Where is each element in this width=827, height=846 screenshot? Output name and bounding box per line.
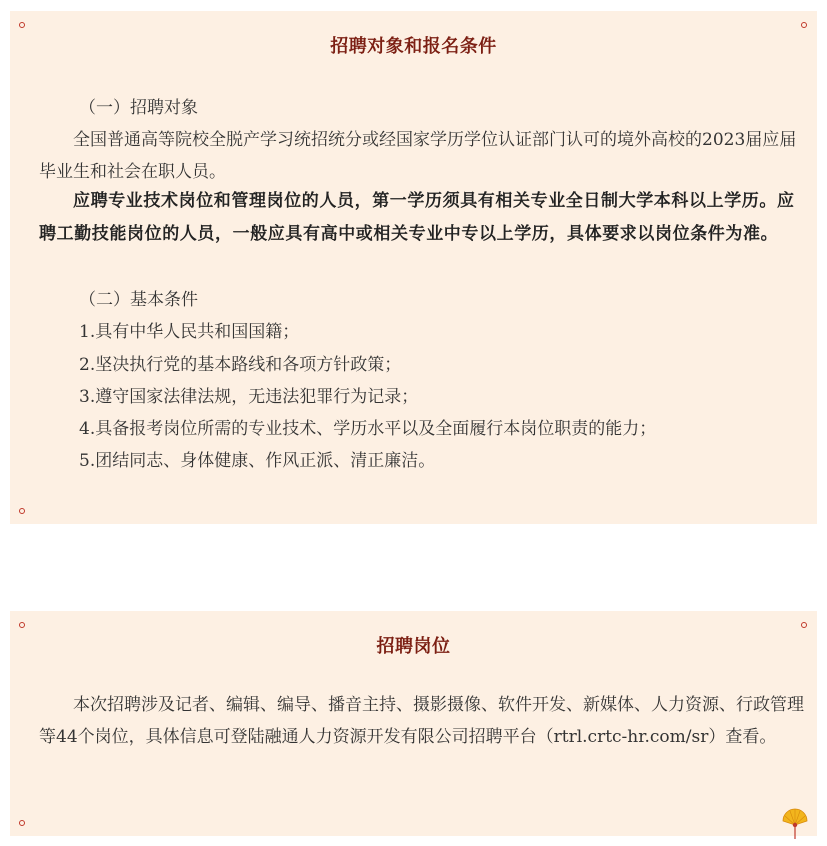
condition-item: 4.具备报考岗位所需的专业技术、学历水平以及全面履行本岗位职责的能力； (79, 419, 657, 439)
condition-item: 2.坚决执行党的基本路线和各项方针政策； (79, 355, 402, 375)
section-title: 招聘岗位 (376, 636, 451, 657)
corner-dot-icon (801, 22, 807, 28)
section-card-conditions (10, 11, 817, 524)
subsection-heading-basic: （二）基本条件 (79, 290, 198, 310)
corner-dot-icon (19, 22, 25, 28)
condition-item: 1.具有中华人民共和国国籍； (79, 322, 300, 342)
condition-item: 5.团结同志、身体健康、作风正派、清正廉洁。 (79, 451, 436, 471)
subsection-heading-target: （一）招聘对象 (79, 98, 198, 118)
paragraph-education-requirements: 应聘专业技术岗位和管理岗位的人员，第一学历须具有相关专业全日制大学本科以上学历。应聘工勤技能岗位的人员，一般应具有高中或相关专业中专以上学历，具体要求以岗位条件为准。 (39, 191, 795, 244)
corner-dot-icon (19, 820, 25, 826)
section-title: 招聘对象和报名条件 (330, 36, 497, 57)
section-card-positions (10, 611, 817, 836)
folding-fan-icon (782, 808, 808, 840)
corner-dot-icon (19, 622, 25, 628)
paragraph-positions: 本次招聘涉及记者、编辑、编导、播音主持、摄影摄像、软件开发、新媒体、人力资源、行政管理等44个岗位，具体信息可登陆融通人力资源开发有限公司招聘平台（rtrl.crtc-hr.com/sr）查看。 (39, 695, 804, 747)
condition-item: 3.遵守国家法律法规，无违法犯罪行为记录； (79, 387, 419, 407)
paragraph-target-description: 全国普通高等院校全脱产学习统招统分或经国家学历学位认证部门认可的境外高校的2023届应届毕业生和社会在职人员。 (39, 130, 797, 182)
corner-dot-icon (801, 622, 807, 628)
corner-dot-icon (19, 508, 25, 514)
